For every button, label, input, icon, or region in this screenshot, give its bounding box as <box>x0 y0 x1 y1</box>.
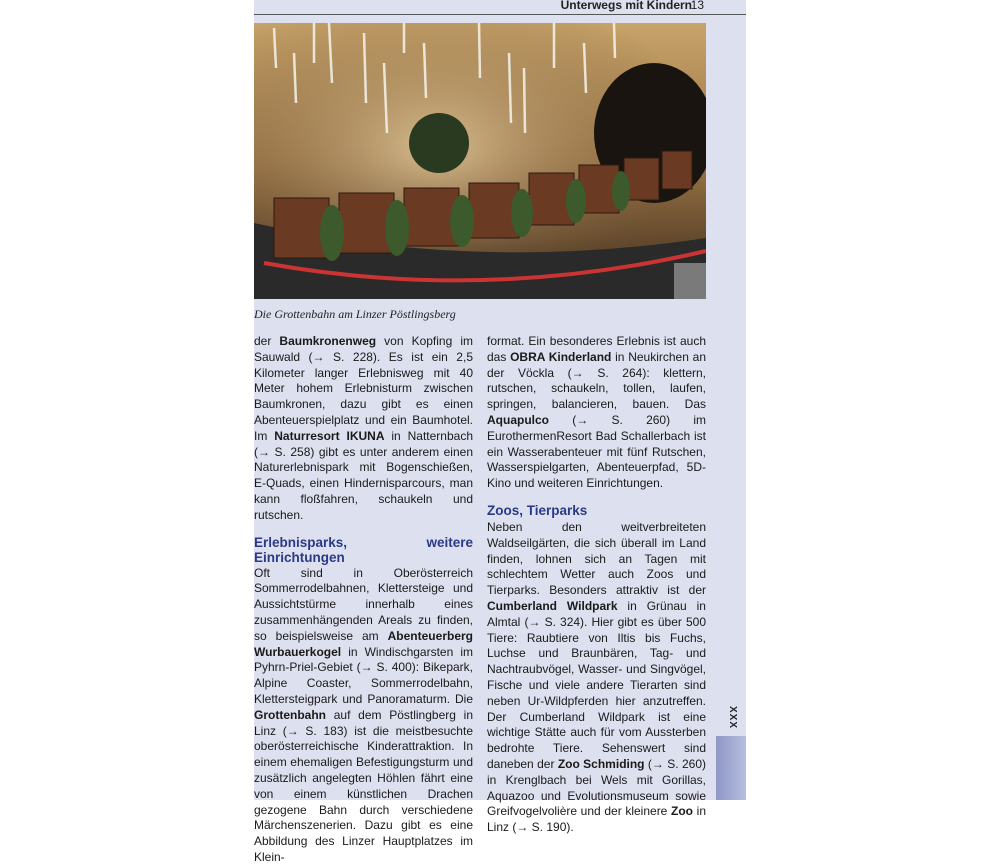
bold-term: Abenteuerberg Wurbauerkogel <box>254 628 473 659</box>
bold-term: Zoo <box>671 804 694 819</box>
bold-term: Baumkronenweg <box>279 334 377 348</box>
bold-term: OBRA Kinderland <box>510 349 612 364</box>
right-column <box>487 334 706 836</box>
paragraph: Oft sind in Oberösterreich Sommerrodelbahnen, Klettersteige und Aussichtstürme innerhalb eines zusammenhängenden Areals zu finden, so beispielsweise am Abenteuerberg Wurbauerkogel in Windischgarsten im Pyhrn-Priel-Gebiet (→ S. 400): Bikepark, Alpine Coaster, Sommerrodelbahn, Klettersteigpark und Panoramaturm. Die Grottenbahn auf dem Pöstlingberg in Linz (→ S. 183) ist die meistbesuchte oberösterreichische Kinderattraktion. In einem ehemaligen Befestigungsturm und zusätzlich angelegten Höhlen fährt eine von einem künstlichen Drachen gezogene Bahn durch verschiedene Märchenszenerien. Dazu gibt es eine Abbildung des Linzer Hauptplatzes im Klein- <box>254 565 473 864</box>
paragraph: format. Ein besonderes Erlebnis ist auch das OBRA Kinderland in Neukirchen an der Vöckla (→ S. 264): klettern, rutschen, schaukeln, tollen, laufen, springen, balancieren, bauen. Das Aquapulco (→ S. 260) im EurothermenResort Bad Schallerbach ist ein Wasserabenteuer mit fünf Rutschen, Wasserspielgarten, Abenteuerpfad, 5D-Kino und weiteren Einrichtungen. <box>487 334 706 491</box>
bold-term: Naturresort IKUNA <box>274 428 385 443</box>
chapter-tab <box>716 736 746 800</box>
photo-caption: Die Grottenbahn am Linzer Pöstlingsberg <box>254 307 456 321</box>
page-number: 13 <box>690 0 704 12</box>
bold-term: Zoo Schmiding <box>557 756 645 771</box>
left-column <box>254 334 473 866</box>
grottenbahn-photo <box>254 23 706 299</box>
cave-train-illustration <box>254 23 706 299</box>
bold-term: Aquapulco <box>487 412 549 427</box>
book-page <box>254 0 746 864</box>
section-heading-erlebnisparks: Erlebnisparks, weitere Einrichtungen <box>254 534 473 565</box>
running-head <box>254 0 746 15</box>
bold-term: Cumberland Wildpark <box>487 598 618 613</box>
bold-term: Grottenbahn <box>254 707 326 722</box>
running-title: Unterwegs mit Kindern <box>560 0 692 12</box>
side-marker: XXX <box>727 705 739 730</box>
section-heading-zoos: Zoos, Tierparks <box>487 502 588 518</box>
paragraph: Neben den weitverbreiteten Waldseilgärten, die sich überall im Land finden, lohnen sich an Tagen mit schlechtem Wetter auch Zoos und Tierparks. Besonders attraktiv ist der Cumberland Wildpark in Grünau in Almtal (→ S. 324). Hier gibt es über 500 Tiere: Raubtiere von Iltis bis Fuchs, Luchse und Braunbären, Tag- und Nachtraubvögel, Wasser- und Singvögel, Fische und viele andere Tierarten sind neben Ur-Wildpferden hier anzutreffen. Der Cumberland Wildpark ist eine wichtige Stätte auch für vom Aussterben bedrohte Tiere. Sehenswert sind daneben der Zoo Schmiding (→ S. 260) in Krenglbach bei Wels mit Gorillas, Aquazoo und Evolutionsmuseum sowie Greifvogelvolière und der kleinere Zoo in Linz (→ S. 190). <box>487 519 706 835</box>
paragraph: der Baumkronenweg von Kopfing im Sauwald (→ S. 228). Es ist ein 2,5 Kilometer langer Erlebnisweg mit 40 Meter hohem Erlebnisturm zwischen Baumkronen, dazu gibt es einen Abenteuerspielplatz und ein Baumhotel. Im Naturresort IKUNA in Natternbach (→ S. 258) gibt es unter anderem einen Naturerlebnispark mit Bogenschießen, E-Quads, einen Hindernisparcours, man kann floßfahren, schaukeln und rutschen. <box>254 334 473 522</box>
